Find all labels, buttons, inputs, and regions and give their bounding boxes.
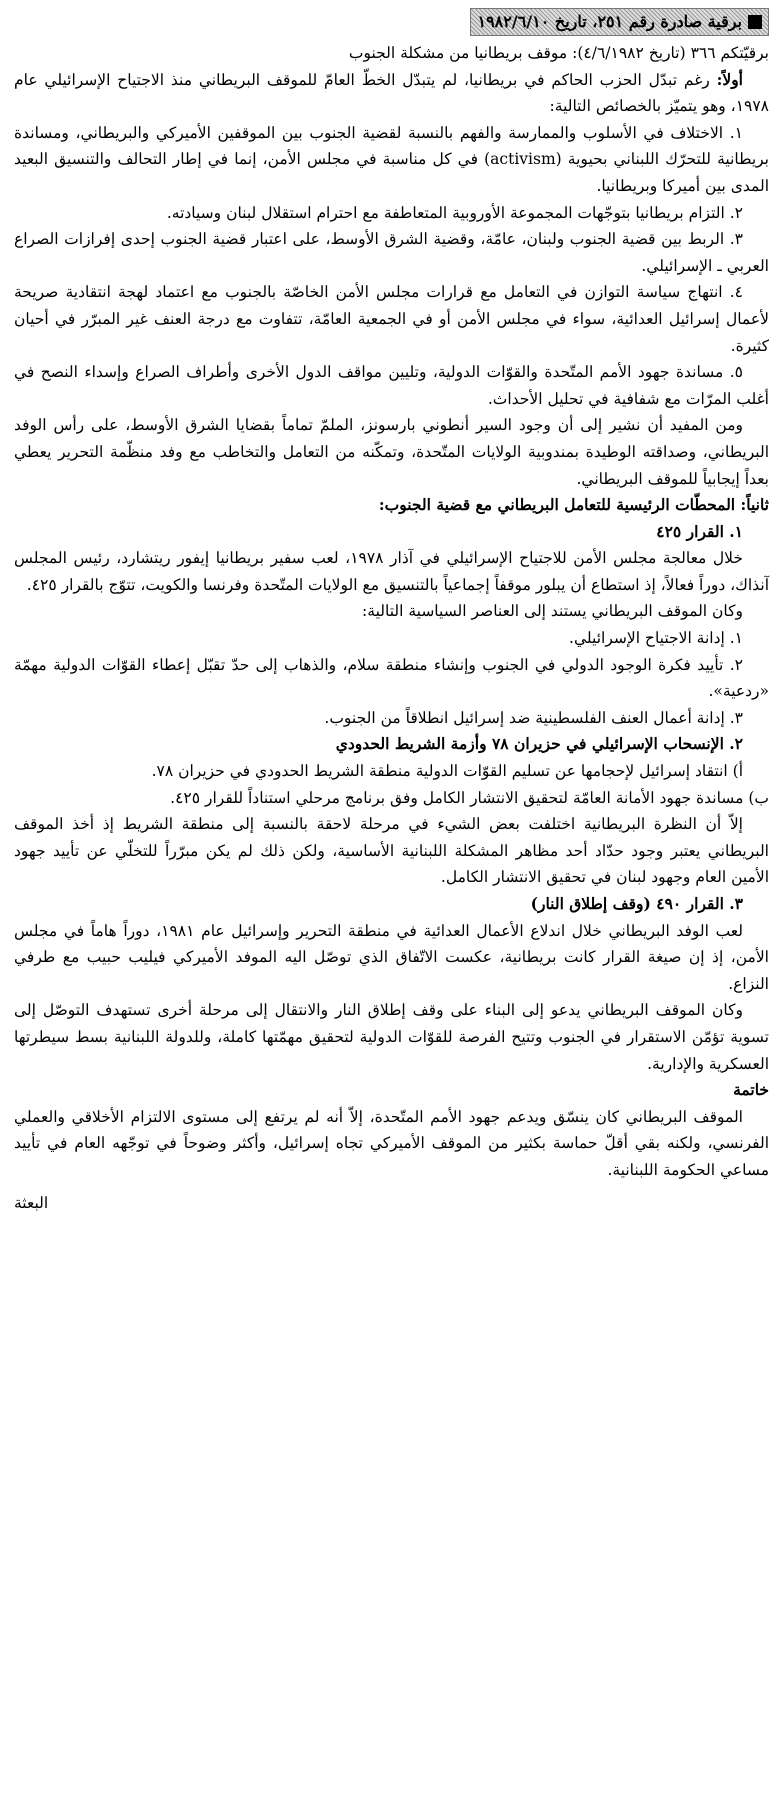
cable-header-box <box>470 8 769 36</box>
list-item: ١. إدانة الاجتياح الإسرائيلي. <box>569 629 743 648</box>
paragraph: وكان الموقف البريطاني يستند إلى العناصر السياسية التالية: <box>362 602 743 621</box>
conclusion-paragraph: الموقف البريطاني كان ينسّق ويدعم جهود الأمم المتّحدة، إلاّ أنه لم يرتفع إلى مستوى الالتزام الأخلاقي والعملي الفرنسي، ولكنه بقي أقلّ حماسة بكثير من الموقف الأميركي تجاه إسرائيل، وأكثر وضوحاً في توجّهه العام في تأييد مساعي الحكومة اللبنانية. <box>14 1107 769 1179</box>
cable-header <box>14 8 769 36</box>
cable-title: برقية صادرة رقم ٢٥١، تاريخ ١٩٨٢/٦/١٠ <box>477 12 742 31</box>
note-paragraph: ومن المفيد أن نشير إلى أن وجود السير أنطوني بارسونز، الملمّ تماماً بقضايا الشرق الأوسط، على رأس الوفد البريطاني، وصداقته الوطيدة بمندوبية الولايات المتّحدة، وتمكّنه من التعامل والتخاطب مع وفد منظّمة التحرير يعطي بعداً إيجابياً للموقف البريطاني. <box>14 416 769 488</box>
paragraph: لعب الوفد البريطاني خلال اندلاع الأعمال العدائية في منطقة التحرير وإسرائيل عام ١٩٨١، دوراً هاماً في مجلس الأمن، إذ إن صيغة القرار كانت بريطانية، عكست الاتّفاق الذي توصّل اليه الموفد الأميركي فيليب حبيب مع طرفي النزاع. <box>14 921 769 993</box>
section-first-text: رغم تبدّل الحزب الحاكم في بريطانيا، لم يتبدّل الخطّ العامّ للموقف البريطاني منذ الاجتياح الإسرائيلي عام ١٩٧٨، وهو يتميّز بالخصائص التالية: <box>14 70 769 116</box>
signature <box>14 1190 769 1217</box>
paragraph: وكان الموقف البريطاني يدعو إلى البناء على وقف إطلاق النار والانتقال إلى مرحلة أخرى تستهدف التوصّل إلى تسوية تؤمّن الاستقرار في الجنوب وتتيح الفرصة للقوّات الدولية لتحقيق مهمّتها كاملة، وللدولة اللبنانية بسط سيطرتها العسكرية والإدارية. <box>14 1001 769 1073</box>
subsection-title: ١. القرار ٤٢٥ <box>656 521 743 541</box>
list-item: ٣. إدانة أعمال العنف الفلسطينية ضد إسرائيل انطلاقاً من الجنوب. <box>324 708 743 727</box>
list-item: ب) مساندة جهود الأمانة العامّة لتحقيق الانتشار الكامل وفق برنامج مرحلي استناداً للقرار ٤٢٥. <box>170 788 769 807</box>
intro-line: برقيّتكم ٣٦٦ (تاريخ ٤/٦/١٩٨٢): موقف بريطانيا من مشكلة الجنوب <box>348 44 769 62</box>
subsection-title: ٢. الإنسحاب الإسرائيلي في حزيران ٧٨ وأزمة الشريط الحدودي <box>335 734 743 754</box>
subsection-title: ٣. القرار ٤٩٠ (وقف إطلاق النار) <box>530 894 743 913</box>
list-item: ٢. تأييد فكرة الوجود الدولي في الجنوب وإنشاء منطقة سلام، والذهاب إلى حدّ تقبّل إعطاء القوّات الدولية مهمّة «ردعية». <box>14 655 769 701</box>
list-item: ٣. الربط بين قضية الجنوب ولبنان، عامّة، وقضية الشرق الأوسط، على اعتبار قضية الجنوب إحدى إفرازات الصراع العربي ـ الإسرائيلي. <box>14 230 769 275</box>
section-second-heading: ثانياً: المحطّات الرئيسية للتعامل البريطاني مع قضية الجنوب: <box>378 495 769 515</box>
paragraph: إلاّ أن النظرة البريطانية اختلفت بعض الشيء في مرحلة لاحقة بالنسبة إلى منطقة الشريط إذ أخذ الموقف البريطاني يعتبر وجود حدّاد أحد مظاهر المشكلة اللبنانية الأساسية، ولكن ذلك لم يكن مبرّراً للتخلّي عن تأييد جهود الأمين العام وجهود لبنان في تحقيق الانتشار الكامل. <box>14 815 769 887</box>
list-item: ٢. التزام بريطانيا بتوجّهات المجموعة الأوروبية المتعاطفة مع احترام استقلال لبنان وسيادته. <box>166 203 743 222</box>
list-item: ١. الاختلاف في الأسلوب والممارسة والفهم بالنسبة لقضية الجنوب بين الموقفين الأميركي والبريطاني، ومساندة بريطانية للتحرّك اللبناني بحيوية (activism) في كل مناسبة في مجلس الأمن، إنما في إطار التحالف والتنسيق البعيد المدى بين أميركا وبريطانيا. <box>14 123 769 195</box>
conclusion-heading: خاتمة <box>733 1080 769 1100</box>
list-item: ٥. مساندة جهود الأمم المتّحدة والقوّات الدولية، وتليين مواقف الدول الأخرى وأطراف الصراع وإسداء النصح في أغلب المرّات مع شفافية في تحليل الأحداث. <box>14 363 769 408</box>
section-first-label: أولاً: <box>716 69 743 89</box>
section-first-intro <box>14 67 769 120</box>
paragraph: خلال معالجة مجلس الأمن للاجتياح الإسرائيلي في آذار ١٩٧٨، لعب سفير بريطانيا إيفور ريتشارد، رئيس المجلس آنذاك، دوراً فعالاً، إذ استطاع أن يبلور موقفاً إجماعياً بالتنسيق مع الولايات المتّحدة وفرنسا والكويت، تتوّج بالقرار ٤٢٥. <box>14 549 769 594</box>
bullet-square-icon <box>748 15 762 29</box>
list-item: ٤. انتهاج سياسة التوازن في التعامل مع قرارات مجلس الأمن الخاصّة بالجنوب مع اعتماد لهجة انتقادية صريحة لأعمال إسرائيل العدائية، سواء في مجلس الأمن أو في الجمعية العامّة، تتفاوت مع درجة العنف غير المبرّر في أحيان كثيرة. <box>14 283 769 355</box>
list-item: أ) انتقاد إسرائيل لإحجامها عن تسليم القوّات الدولية منطقة الشريط الحدودي في حزيران ٧٨. <box>151 762 743 781</box>
signature-text: البعثة <box>14 1193 49 1212</box>
